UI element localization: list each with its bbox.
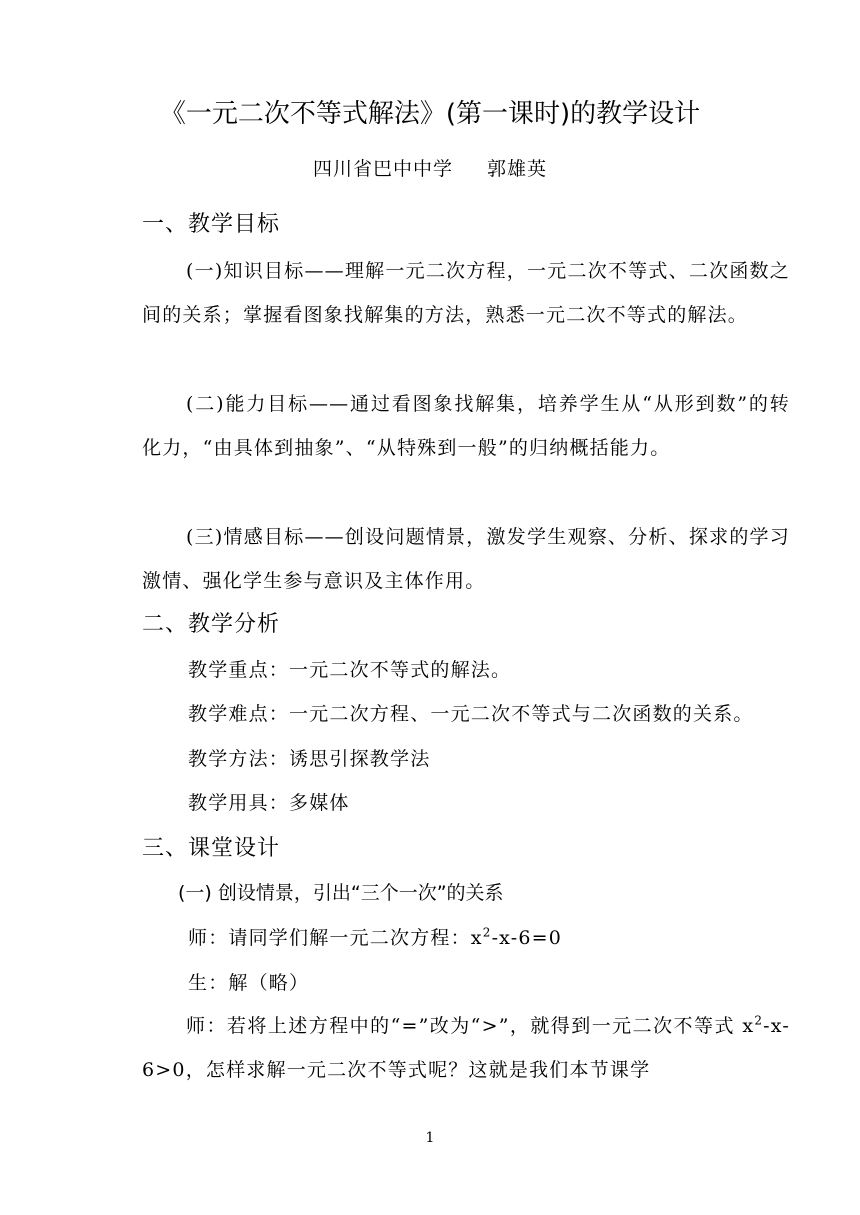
subsection-heading-scenario: (一) 创设情景，引出“三个一次”的关系 — [178, 882, 504, 904]
paragraph-emotion-objective: (三)情感目标——创设问题情景，激发学生观察、分析、探求的学习激情、强化学生参与意识及主体作用。 — [142, 526, 790, 592]
section-heading-class-design: 三、课堂设计 — [142, 836, 281, 861]
section-heading-objectives: 一、教学目标 — [142, 212, 281, 237]
author-line — [0, 152, 860, 186]
author-school: 四川省巴中中学 — [312, 158, 453, 180]
dialogue-student-answer: 生：解（略） — [188, 972, 310, 994]
analysis-tools: 教学用具：多媒体 — [188, 792, 350, 814]
paragraph-knowledge-objective: (一)知识目标——理解一元二次方程，一元二次不等式、二次函数之间的关系；掌握看图象找解集的方法，熟悉一元二次不等式的解法。 — [142, 260, 790, 326]
teacher-inequality-part1: 师：若将上述方程中的“=”改为“>”，就得到一元二次不等式 x — [186, 1015, 755, 1037]
analysis-difficulty: 教学难点：一元二次方程、一元二次不等式与二次函数的关系。 — [188, 703, 754, 725]
exponent: 2 — [754, 1013, 764, 1028]
author-name: 郭雄英 — [487, 158, 548, 180]
analysis-method: 教学方法：诱思引探教学法 — [188, 748, 431, 770]
teacher-equation-prefix: 师：请同学们解一元二次方程：x — [188, 927, 483, 949]
dialogue-teacher-inequality — [142, 1005, 790, 1092]
exponent: 2 — [482, 925, 492, 940]
teacher-inequality-part2: -x-6>0，怎样求解一元二次不等式呢？这就是我们本节课学 — [142, 1015, 790, 1081]
dialogue-teacher-equation — [188, 921, 562, 955]
page-number: 1 — [425, 1130, 435, 1146]
teacher-equation-suffix: -x-6=0 — [491, 927, 563, 949]
analysis-key-point: 教学重点：一元二次不等式的解法。 — [188, 659, 512, 681]
paragraph-ability-objective: (二)能力目标——通过看图象找解集，培养学生从“从形到数”的转化力，“由具体到抽象”、“从特殊到一般”的归纳概括能力。 — [142, 393, 790, 459]
section-heading-analysis: 二、教学分析 — [142, 612, 281, 637]
document-title: 《一元二次不等式解法》(第一课时)的教学设计 — [159, 99, 701, 129]
